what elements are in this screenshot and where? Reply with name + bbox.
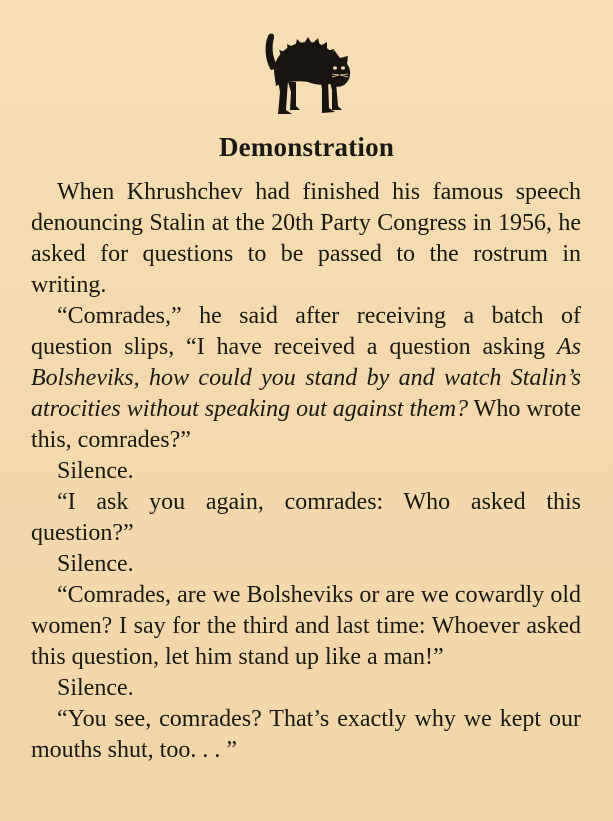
arched-black-cat-icon (262, 30, 357, 116)
paragraph-1: When Khrushchev had finished his famous speech denouncing Stalin at the 20th Party Congress in 1956, he asked for questions to be passed to the rostrum in writing. (31, 179, 581, 298)
story-text (31, 177, 581, 766)
paragraph-6: “Comrades, are we Bolsheviks or are we cowardly old women? I say for the third and last time: Whoever asked this question, let him stand up like a man!” (31, 582, 581, 670)
paragraph-8: “You see, comrades? That’s exactly why we kept our mouths shut, too. . . ” (31, 706, 581, 763)
paragraph-2 (31, 301, 581, 456)
paragraph-3: Silence. (57, 458, 134, 484)
paragraph-2-before: “Comrades,” he said after receiving a batch of question slips, “I have received a question asking (31, 303, 581, 360)
paragraph-5: Silence. (57, 551, 134, 577)
paragraph-7: Silence. (57, 675, 134, 701)
paragraph-4: “I ask you again, comrades: Who asked this question?” (31, 489, 581, 546)
story-title: Demonstration (218, 132, 395, 162)
paragraph-2-after: Who wrote this, comrades?” (31, 396, 581, 453)
paragraph-2-question: As Bolsheviks, how could you stand by and watch Stalin’s atrocities without speaking out against them? (31, 334, 581, 422)
